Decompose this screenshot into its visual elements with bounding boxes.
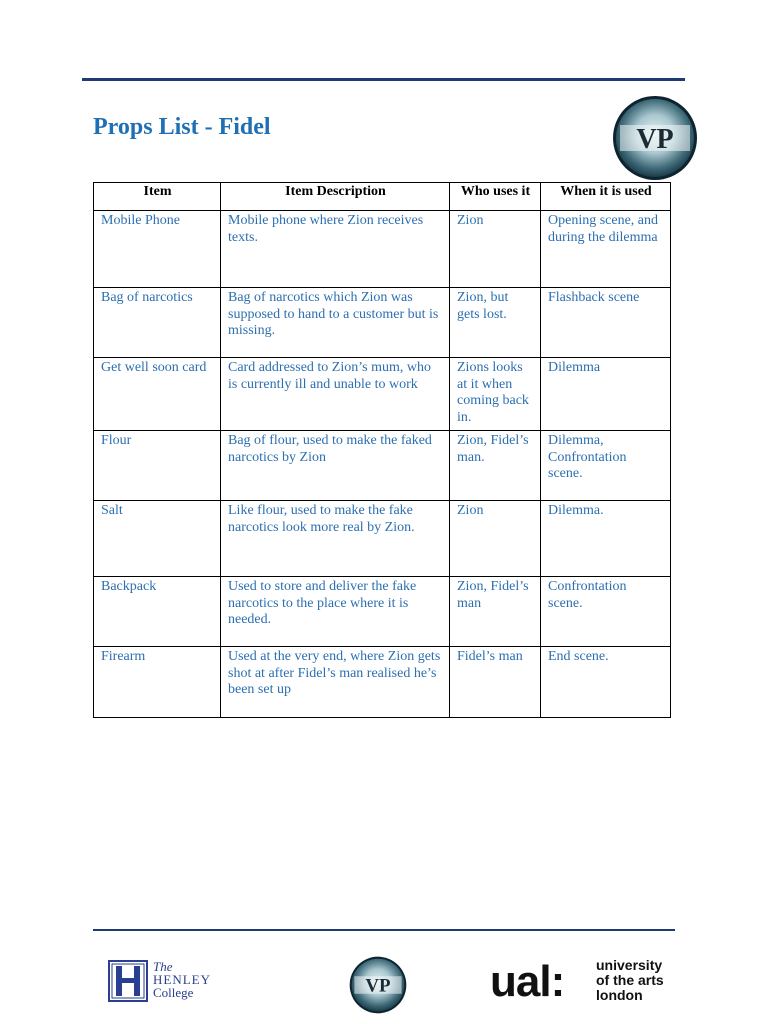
cell-description: Card addressed to Zion’s mum, who is currently ill and unable to work	[221, 358, 450, 431]
table-header-row	[94, 183, 671, 211]
ual-line-2: of the arts	[596, 972, 664, 988]
header-item: Item	[94, 183, 221, 211]
table-row	[94, 647, 671, 718]
cell-when: Opening scene, and during the dilemma	[541, 211, 671, 288]
cell-item: Backpack	[94, 577, 221, 647]
table-row	[94, 211, 671, 288]
cell-when: Confrontation scene.	[541, 577, 671, 647]
table-row	[94, 358, 671, 431]
vp-logo-small	[349, 956, 407, 1014]
cell-item: Firearm	[94, 647, 221, 718]
cell-description: Bag of flour, used to make the faked narcotics by Zion	[221, 431, 450, 501]
ual-mark: ual:	[490, 957, 565, 1006]
vp-logo-small-text: VP	[365, 975, 391, 997]
header-rule	[82, 78, 685, 81]
cell-when: Dilemma	[541, 358, 671, 431]
cell-item: Get well soon card	[94, 358, 221, 431]
cell-item: Salt	[94, 501, 221, 577]
ual-line-3: london	[596, 987, 643, 1003]
cell-when: Dilemma, Confrontation scene.	[541, 431, 671, 501]
cell-description: Used to store and deliver the fake narcotics to the place where it is needed.	[221, 577, 450, 647]
henley-line-henley: HENLEY	[153, 972, 211, 987]
header-when-it-is-used: When it is used	[541, 183, 671, 211]
cell-description: Used at the very end, where Zion gets shot at after Fidel’s man realised he’s been set up	[221, 647, 450, 718]
vp-logo-text: VP	[636, 124, 674, 155]
table-row	[94, 431, 671, 501]
cell-when: Dilemma.	[541, 501, 671, 577]
table-row	[94, 288, 671, 358]
henley-line-the: The	[153, 959, 173, 974]
cell-description: Mobile phone where Zion receives texts.	[221, 211, 450, 288]
cell-item: Mobile Phone	[94, 211, 221, 288]
cell-who: Zions looks at it when coming back in.	[450, 358, 541, 431]
table-row	[94, 577, 671, 647]
header-item-description: Item Description	[221, 183, 450, 211]
ual-line-1: university	[596, 957, 663, 973]
henley-college-name	[153, 960, 211, 999]
footer-rule	[93, 929, 675, 931]
henley-line-college: College	[153, 985, 194, 1000]
cell-who: Zion, but gets lost.	[450, 288, 541, 358]
props-table	[93, 182, 671, 718]
cell-who: Zion	[450, 211, 541, 288]
vp-logo	[612, 95, 698, 181]
cell-who: Zion, Fidel’s man	[450, 577, 541, 647]
cell-who: Zion, Fidel’s man.	[450, 431, 541, 501]
cell-item: Bag of narcotics	[94, 288, 221, 358]
table-row	[94, 501, 671, 577]
cell-description: Like flour, used to make the fake narcotics look more real by Zion.	[221, 501, 450, 577]
cell-who: Fidel’s man	[450, 647, 541, 718]
page-title: Props List - Fidel	[93, 114, 271, 140]
henley-college-logo	[108, 960, 218, 1002]
header-who-uses-it: Who uses it	[450, 183, 541, 211]
ual-logo	[490, 958, 680, 1008]
cell-when: End scene.	[541, 647, 671, 718]
henley-emblem-icon	[108, 960, 148, 1002]
cell-when: Flashback scene	[541, 288, 671, 358]
cell-who: Zion	[450, 501, 541, 577]
cell-item: Flour	[94, 431, 221, 501]
cell-description: Bag of narcotics which Zion was supposed to hand to a customer but is missing.	[221, 288, 450, 358]
ual-name	[596, 958, 664, 1003]
